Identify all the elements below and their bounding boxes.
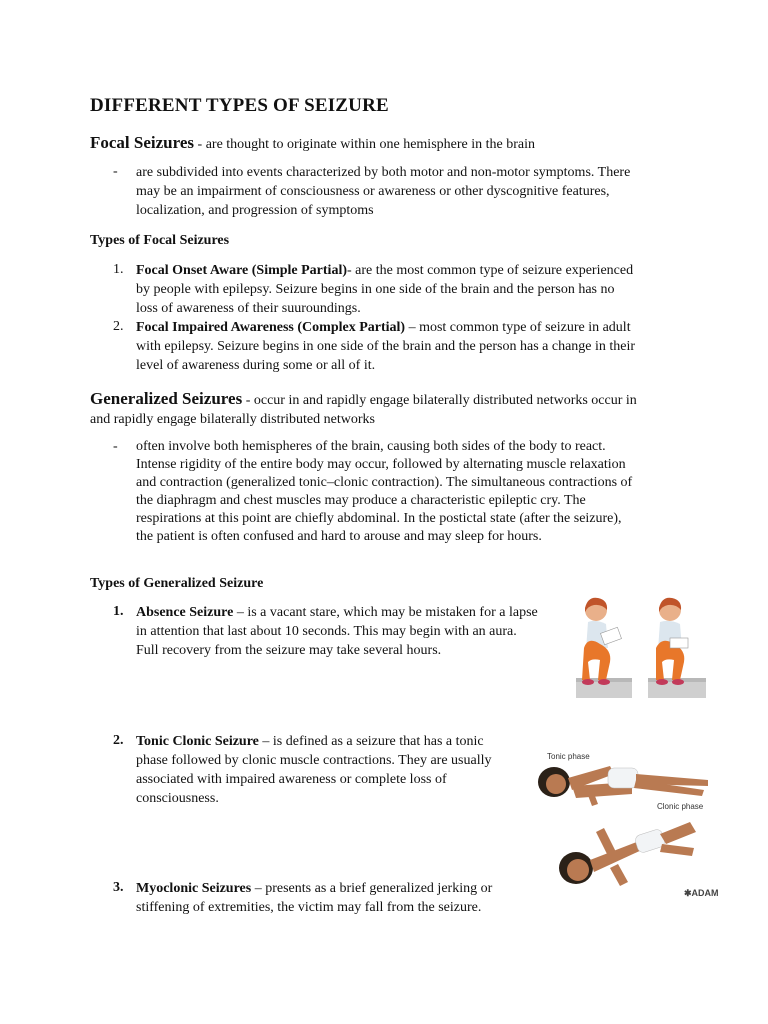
generalized-item-term: Myoclonic Seizures	[136, 881, 252, 896]
clonic-phase-child	[559, 822, 696, 886]
focal-item-line: loss of awareness of their suuroundings.	[136, 301, 361, 316]
generalized-bullet-line: the diaphragm and chest muscles may produce a characteristic epileptic cry. The	[136, 493, 586, 508]
generalized-item-line: Full recovery from the seizure may take several hours.	[136, 643, 442, 658]
generalized-bullet-line: and contraction (generalized tonic–clonic contraction). The simultaneous contractions of	[136, 475, 633, 490]
generalized-intro-line: and rapidly engage bilaterally distributed networks	[90, 412, 375, 427]
generalized-bullet-line: often involve both hemispheres of the brain, causing both sides of the body to react.	[136, 439, 606, 454]
generalized-intro	[90, 389, 690, 429]
focal-bullet-line: are subdivided into events characterized by both motor and non-motor symptoms. There	[136, 165, 631, 180]
generalized-item-line: in attention that last about 10 seconds. This may begin with an aura.	[136, 624, 517, 639]
generalized-bullet-line: Intense rigidity of the entire body may occur, followed by alternating muscle relaxation	[136, 457, 626, 472]
focal-item-line: – most common type of seizure in adult	[405, 320, 631, 335]
focal-item-term: Focal Onset Aware (Simple Partial)	[136, 263, 347, 278]
focal-item-1	[136, 261, 633, 318]
generalized-heading: Generalized Seizures	[90, 389, 243, 408]
focal-bullet-line: may be an impairment of consciousness or awareness or other dyscognitive features,	[136, 184, 610, 199]
focal-intro-text: - are thought to originate within one hemisphere in the brain	[194, 137, 535, 152]
focal-item-line: with epilepsy. Seizure begins in one side of the brain and the person has a change in their	[136, 339, 636, 354]
generalized-item-number: 3.	[113, 880, 124, 895]
tonic-phase-child	[538, 766, 708, 806]
generalized-bullet	[136, 438, 632, 546]
generalized-item-line: – is a vacant stare, which may be mistaken for a lapse	[233, 605, 538, 620]
generalized-item-number: 1.	[113, 604, 124, 619]
document-title: DIFFERENT TYPES OF SEIZURE	[90, 95, 389, 116]
generalized-item-number: 2.	[113, 733, 124, 748]
generalized-types-heading: Types of Generalized Seizure	[90, 576, 264, 591]
generalized-item-line: phase followed by clonic muscle contractions. They are usually	[136, 753, 492, 768]
focal-item-line: - are the most common type of seizure experienced	[347, 263, 634, 278]
clonic-phase-label: Clonic phase	[657, 802, 704, 811]
adam-credit: ✱ADAM	[684, 888, 719, 898]
focal-bullet	[136, 163, 630, 220]
generalized-bullet-line: respirations at this point are chiefly abdominal. In the postictal state (after the seizure),	[136, 511, 622, 526]
focal-heading: Focal Seizures	[90, 133, 195, 152]
focal-intro	[90, 133, 535, 154]
generalized-bullet-line: the patient is often confused and hard to arouse and may sleep for hours.	[136, 529, 542, 544]
generalized-item-line: stiffening of extremities, the victim may fall from the seizure.	[136, 900, 482, 915]
generalized-item-term: Absence Seizure	[136, 605, 234, 620]
focal-item-number: 1.	[113, 262, 124, 277]
focal-item-line: level of awareness during some or all of it.	[136, 358, 376, 373]
generalized-item-line: associated with impaired awareness or complete loss of	[136, 772, 447, 787]
generalized-item-absence	[136, 603, 538, 660]
generalized-intro-line: - occur in and rapidly engage bilaterally distributed networks occur in	[242, 393, 637, 408]
generalized-item-line: – is defined as a seizure that has a tonic	[258, 734, 484, 749]
staring-girl-figure	[648, 598, 706, 698]
focal-item-2	[136, 318, 635, 375]
generalized-item-line: consciousness.	[136, 791, 219, 806]
generalized-bullet-dash: -	[113, 439, 118, 454]
reading-girl-figure	[576, 598, 632, 698]
tonic-phase-label: Tonic phase	[547, 752, 590, 761]
focal-item-number: 2.	[113, 319, 124, 334]
generalized-item-tonic-clonic	[136, 732, 491, 808]
generalized-item-term: Tonic Clonic Seizure	[136, 734, 259, 749]
focal-types-heading: Types of Focal Seizures	[90, 233, 230, 248]
tonic-clonic-illustration	[532, 760, 722, 895]
absence-seizure-illustration	[572, 592, 712, 704]
generalized-item-myoclonic	[136, 879, 492, 917]
generalized-item-line: – presents as a brief generalized jerking or	[251, 881, 493, 896]
focal-bullet-line: localization, and progression of symptoms	[136, 203, 374, 218]
focal-bullet-dash: -	[113, 164, 118, 179]
focal-item-term: Focal Impaired Awareness (Complex Partial)	[136, 320, 406, 335]
focal-item-line: by people with epilepsy. Seizure begins in one side of the brain and the person has no	[136, 282, 615, 297]
